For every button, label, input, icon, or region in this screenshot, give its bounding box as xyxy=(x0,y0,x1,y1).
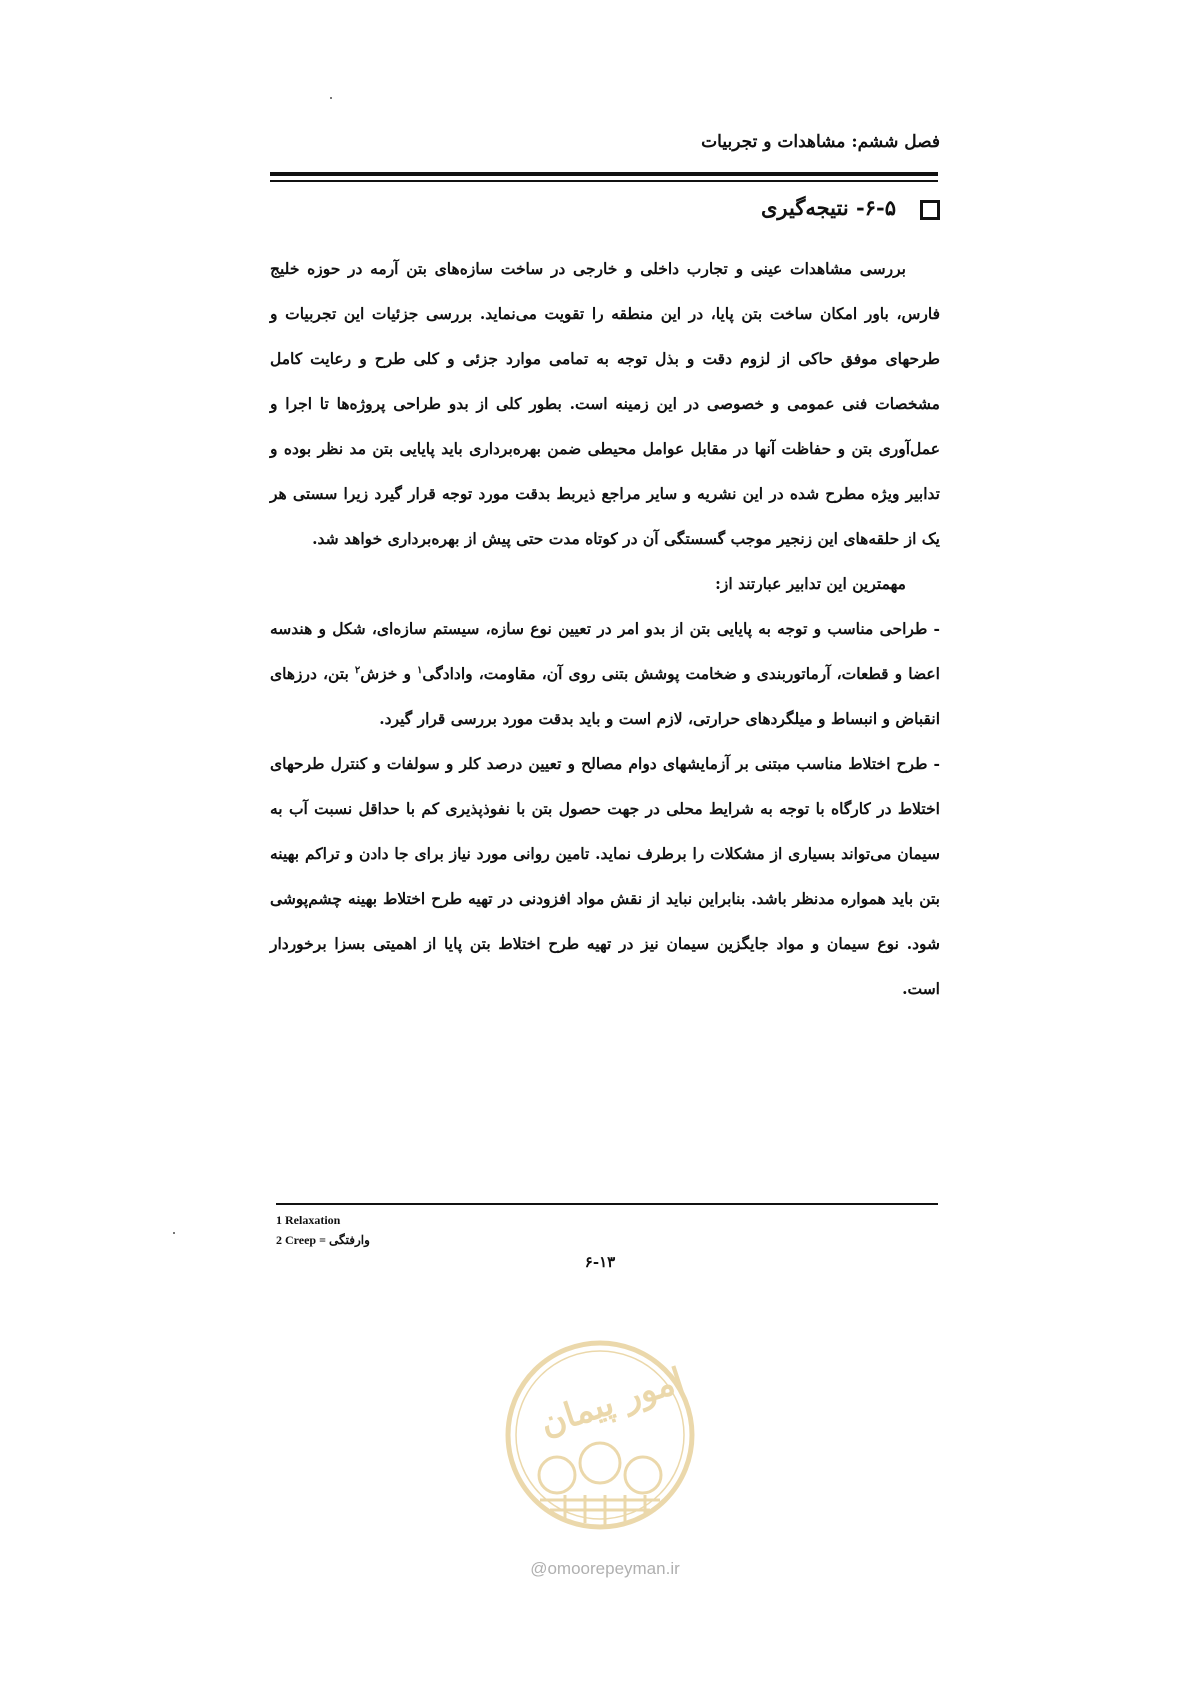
section-number: ۶-۵- xyxy=(856,195,896,220)
header-rule-thin xyxy=(270,180,938,182)
footnotes xyxy=(276,1210,676,1250)
footnote-1: 1 Relaxation xyxy=(276,1213,341,1227)
bullet-design-text-c: بتن، درزهای انقباض و انبساط و میلگردهای حرارتی، لازم است و باید بدقت مورد بررسی قرار گیرد. xyxy=(270,664,940,728)
footnote-rule xyxy=(276,1203,938,1205)
paragraph-intro: بررسی مشاهدات عینی و تجارب داخلی و خارجی در ساخت سازه‌های بتن آرمه در حوزه خلیج فارس، باور امکان ساخت بتن پایا، در این منطقه را تقویت می‌نماید. بررسی جزئیات این تجربیات و طرحهای موفق حاکی از لزوم دقت و بذل توجه به تمامی موارد جزئی و کلی طرح و رعایت کامل مشخصات فنی عمومی و خصوصی در این زمینه است. بطور کلی از بدو طراحی پروژه‌ها تا اجرا و عمل‌آوری بتن و حفاظت آنها در مقابل عوامل محیطی ضمن بهره‌برداری باید پایایی بتن مد نظر بوده و تدابیر ویژه مطرح شده در این نشریه و سایر مراجع ذیربط بدقت مورد توجه قرار گیرد زیرا سستی هر یک از حلقه‌های این زنجیر موجب گسستگی آن در کوتاه مدت حتی پیش از بهره‌برداری خواهد شد. xyxy=(270,259,940,548)
footnote-ref-1: ۱ xyxy=(417,664,423,676)
section-heading xyxy=(270,195,940,220)
bullet-mix-design: - طرح اختلاط مناسب مبتنی بر آزمایشهای دوام مصالح و تعیین درصد کلر و سولفات و کنترل طرحهای اختلاط در کارگاه با توجه به شرایط محلی در جهت حصول بتن با نفوذپذیری کم با حداقل نسبت آب به سیمان می‌تواند بسیاری از مشکلات را برطرف نماید. تامین روانی مورد نیاز برای جا دادن و تراکم بهینه بتن باید همواره مدنظر باشد. بنابراین نباید از نقش مواد افزودنی در تهیه طرح اختلاط بهینه چشم‌پوشی شود. نوع سیمان و مواد جایگزین سیمان نیز در تهیه طرح اختلاط بتن پایا از اهمیتی بسزا برخوردار است. xyxy=(270,754,940,998)
watermark-logo-text: امور پیمان xyxy=(535,1360,689,1445)
footnote-ref-2: ۲ xyxy=(354,664,361,676)
watermark-url: @omoorepeyman.ir xyxy=(530,1559,680,1578)
scan-speck xyxy=(330,97,332,99)
running-header: فصل ششم: مشاهدات و تجربیات xyxy=(701,132,940,152)
footnote-2: 2 Creep = وارفتگی xyxy=(276,1233,370,1247)
paragraph-measures-lead: مهمترین این تدابیر عبارتند از: xyxy=(715,574,906,593)
bullet-design-text-b: و خزش xyxy=(360,664,418,683)
watermark-logo-icon xyxy=(495,1335,705,1535)
page-number: ۶-۱۳ xyxy=(584,1253,616,1271)
header-rule-thick xyxy=(270,172,938,176)
body-text xyxy=(270,246,940,1011)
scan-speck xyxy=(173,1232,175,1234)
checkbox-square-icon xyxy=(920,200,940,220)
bullet-design xyxy=(270,606,940,741)
bullet-design-text-a: - طراحی مناسب و توجه به پایایی بتن از بدو امر در تعیین نوع سازه، سیستم سازه‌ای، شکل و هندسه اعضا و قطعات، آرماتوربندی و ضخامت پوشش بتنی روی آن، مقاومت، وادادگی xyxy=(270,619,940,683)
section-title: نتیجه‌گیری xyxy=(760,195,849,220)
